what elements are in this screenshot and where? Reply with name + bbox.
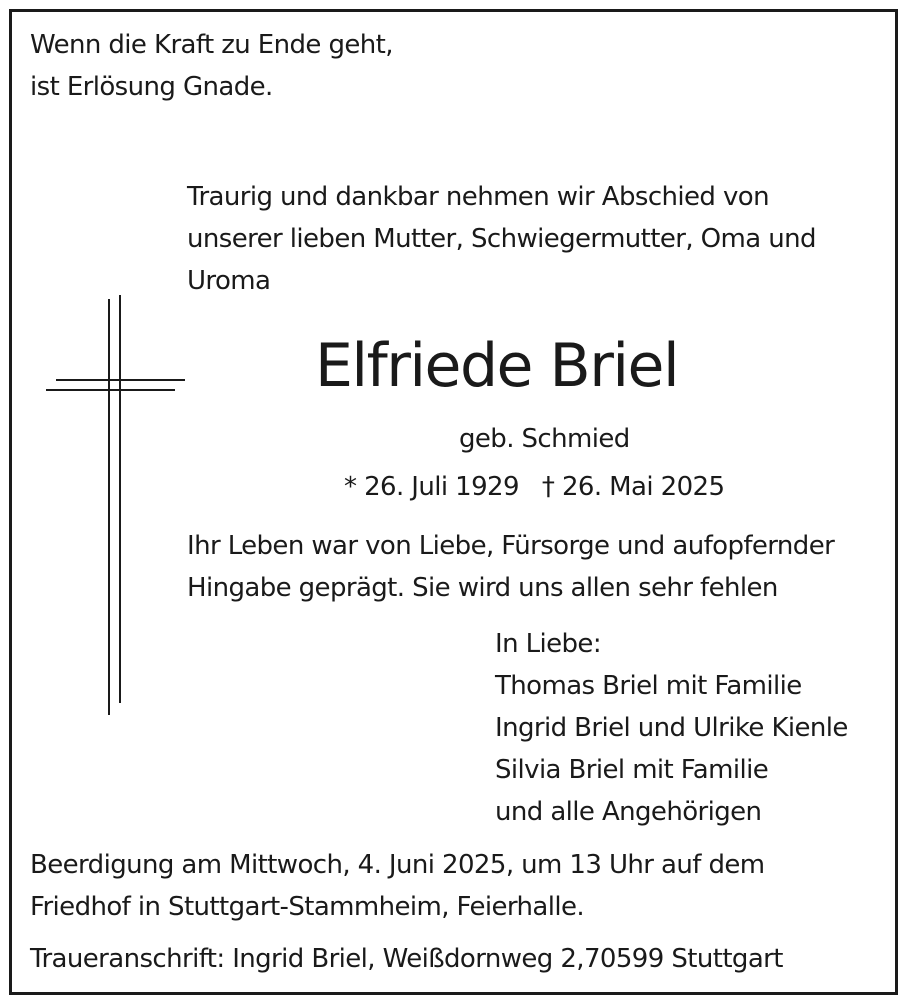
tribute-text <box>187 525 834 609</box>
deceased-name: Elfriede Briel <box>315 331 679 401</box>
mourners-heading: In Liebe: <box>495 629 601 659</box>
mourning-address: Traueranschrift: Ingrid Briel, Weißdornweg 2,70599 Stuttgart <box>30 944 783 974</box>
funeral-line: Beerdigung am Mittwoch, 4. Juni 2025, um 13 Uhr auf dem <box>30 850 765 880</box>
funeral-line: Friedhof in Stuttgart-Stammheim, Feierhalle. <box>30 892 585 922</box>
tribute-line: Ihr Leben war von Liebe, Fürsorge und aufopfernder <box>187 531 835 561</box>
mourner-item: Silvia Briel mit Familie <box>495 755 769 785</box>
mourner-item: Thomas Briel mit Familie <box>495 671 802 701</box>
birth-name: geb. Schmied <box>459 424 630 454</box>
motto-line: Wenn die Kraft zu Ende geht, <box>30 30 393 60</box>
intro-line: Traurig und dankbar nehmen wir Abschied von <box>187 182 769 212</box>
mourners-list <box>495 623 848 833</box>
mourner-item: und alle Angehörigen <box>495 797 762 827</box>
motto-quote <box>30 24 393 108</box>
motto-line: ist Erlösung Gnade. <box>30 72 273 102</box>
intro-text <box>187 176 816 302</box>
funeral-notice <box>30 844 764 928</box>
tribute-line: Hingabe geprägt. Sie wird uns allen sehr fehlen <box>187 573 778 603</box>
intro-line: Uroma <box>187 266 271 296</box>
intro-line: unserer lieben Mutter, Schwiegermutter, Oma und <box>187 224 816 254</box>
cross-icon <box>40 295 190 717</box>
mourner-item: Ingrid Briel und Ulrike Kienle <box>495 713 848 743</box>
life-dates: * 26. Juli 1929 † 26. Mai 2025 <box>344 472 725 502</box>
